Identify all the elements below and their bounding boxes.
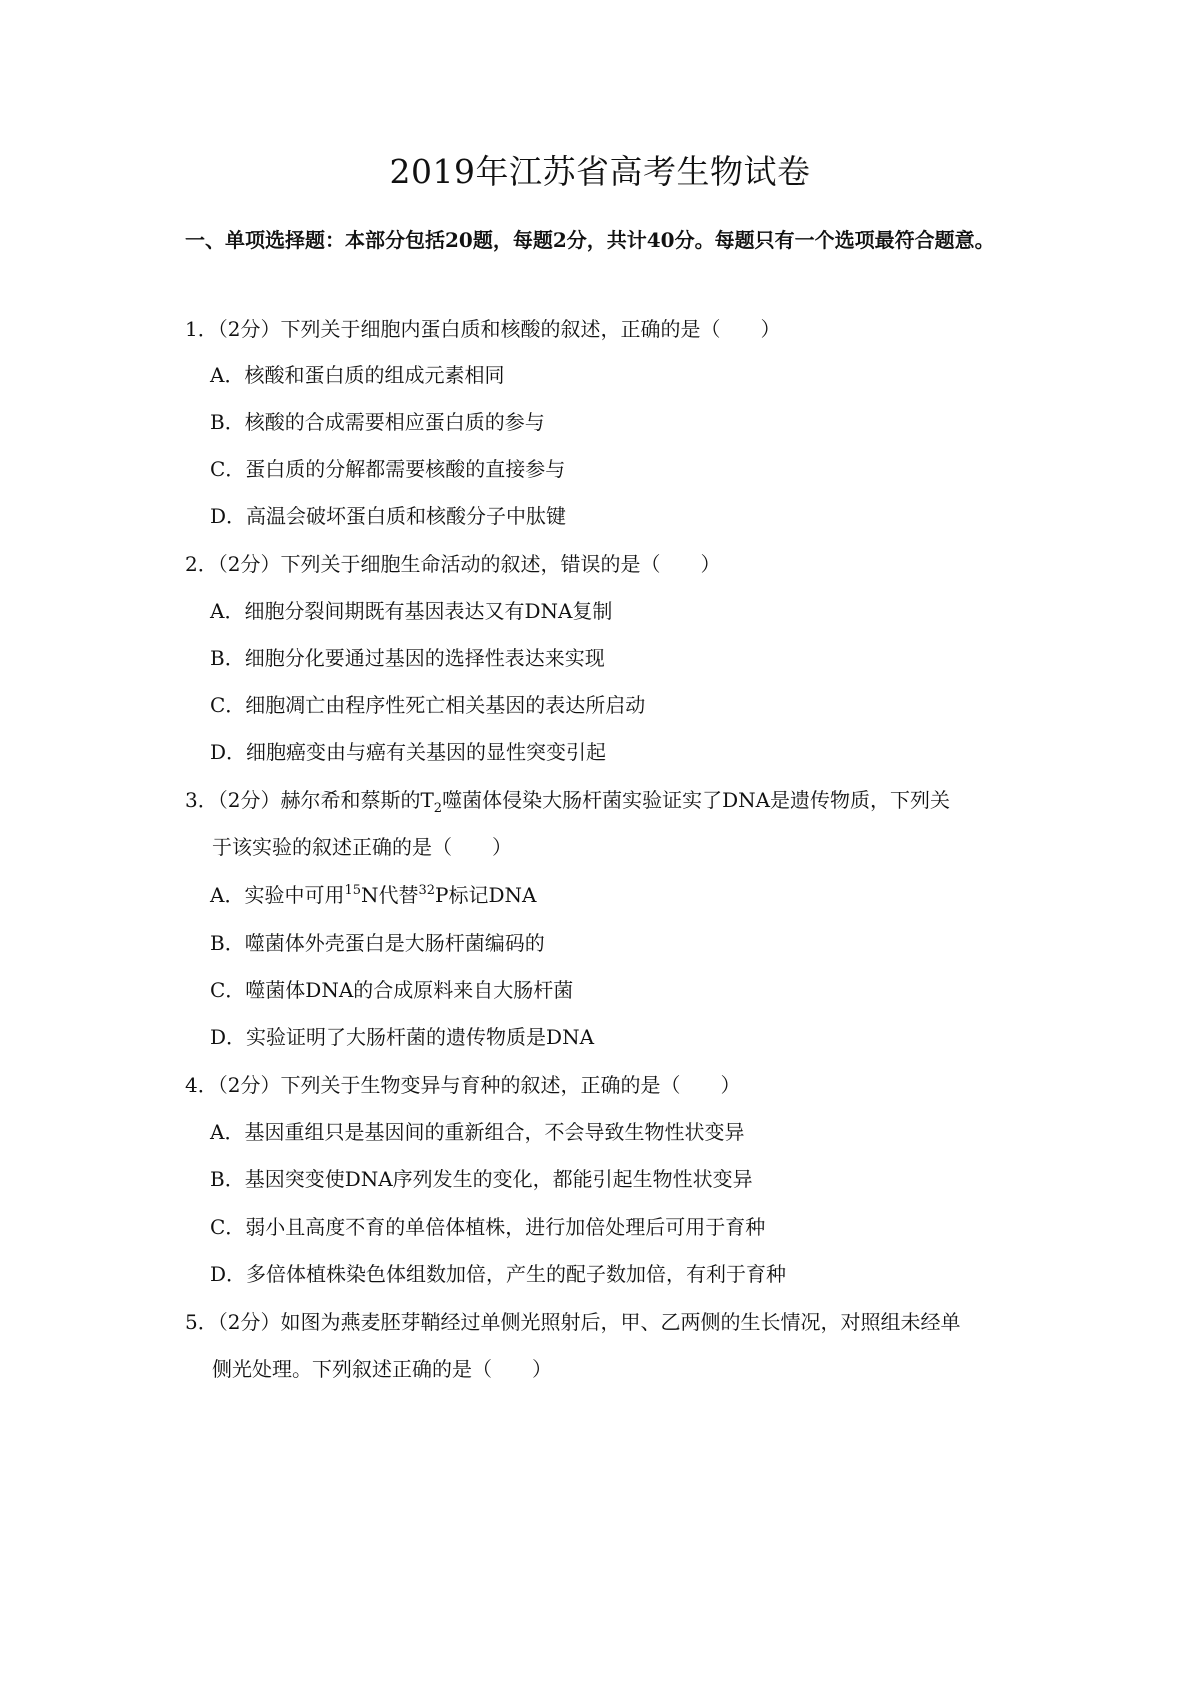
question-1-option-a: A．核酸和蛋白质的组成元素相同 xyxy=(210,363,505,387)
question-3-option-c: C．噬菌体DNA的合成原料来自大肠杆菌 xyxy=(210,978,574,1002)
question-5-stem: 5．（2分）如图为燕麦胚芽鞘经过单侧光照射后，甲、乙两侧的生长情况，对照组未经单 xyxy=(185,1310,961,1334)
question-1-option-d: D．高温会破坏蛋白质和核酸分子中肽键 xyxy=(210,504,567,528)
question-5-stem-line2: 侧光处理。下列叙述正确的是（ ） xyxy=(212,1357,552,1381)
question-3-option-a-mid: N代替 xyxy=(361,883,419,907)
question-3-stem-post: 噬菌体侵染大肠杆菌实验证实了DNA是遗传物质，下列关 xyxy=(442,788,951,812)
question-1-option-b: B．核酸的合成需要相应蛋白质的参与 xyxy=(210,410,545,434)
question-2-option-a: A．细胞分裂间期既有基因表达又有DNA复制 xyxy=(210,599,613,623)
question-3-stem-pre: 3．（2分）赫尔希和蔡斯的T xyxy=(185,788,434,812)
question-2-option-b: B．细胞分化要通过基因的选择性表达来实现 xyxy=(210,646,605,670)
question-1-option-c: C．蛋白质的分解都需要核酸的直接参与 xyxy=(210,457,566,481)
isotope-32-superscript: 32 xyxy=(418,883,436,898)
question-2-option-d: D．细胞癌变由与癌有关基因的显性突变引起 xyxy=(210,740,607,764)
question-3-option-b: B．噬菌体外壳蛋白是大肠杆菌编码的 xyxy=(210,931,545,955)
question-4-option-b: B．基因突变使DNA序列发生的变化，都能引起生物性状变异 xyxy=(210,1167,753,1191)
question-3-stem xyxy=(185,785,950,815)
isotope-15-superscript: 15 xyxy=(344,883,361,898)
question-4-option-c: C．弱小且高度不育的单倍体植株，进行加倍处理后可用于育种 xyxy=(210,1215,766,1239)
question-3-option-a xyxy=(210,880,536,910)
question-2-option-c: C．细胞凋亡由程序性死亡相关基因的表达所启动 xyxy=(210,693,646,717)
question-3-stem-line2: 于该实验的叙述正确的是（ ） xyxy=(212,835,512,859)
question-4-stem: 4．（2分）下列关于生物变异与育种的叙述，正确的是（ ） xyxy=(185,1073,741,1097)
question-1-stem: 1．（2分）下列关于细胞内蛋白质和核酸的叙述，正确的是（ ） xyxy=(185,317,781,341)
section-heading: 一、单项选择题：本部分包括20题，每题2分，共计40分。每题只有一个选项最符合题意。 xyxy=(185,228,995,252)
question-2-stem: 2．（2分）下列关于细胞生命活动的叙述，错误的是（ ） xyxy=(185,552,721,576)
question-3-option-a-pre: A．实验中可用 xyxy=(210,883,345,907)
question-4-option-d: D．多倍体植株染色体组数加倍，产生的配子数加倍，有利于育种 xyxy=(210,1262,787,1286)
question-3-option-d: D．实验证明了大肠杆菌的遗传物质是DNA xyxy=(210,1025,595,1049)
question-3-option-a-post: P标记DNA xyxy=(435,883,537,907)
page-title: 2019年江苏省高考生物试卷 xyxy=(389,152,811,191)
question-3-stem-subscript: 2 xyxy=(433,801,443,816)
question-4-option-a: A．基因重组只是基因间的重新组合，不会导致生物性状变异 xyxy=(210,1120,745,1144)
